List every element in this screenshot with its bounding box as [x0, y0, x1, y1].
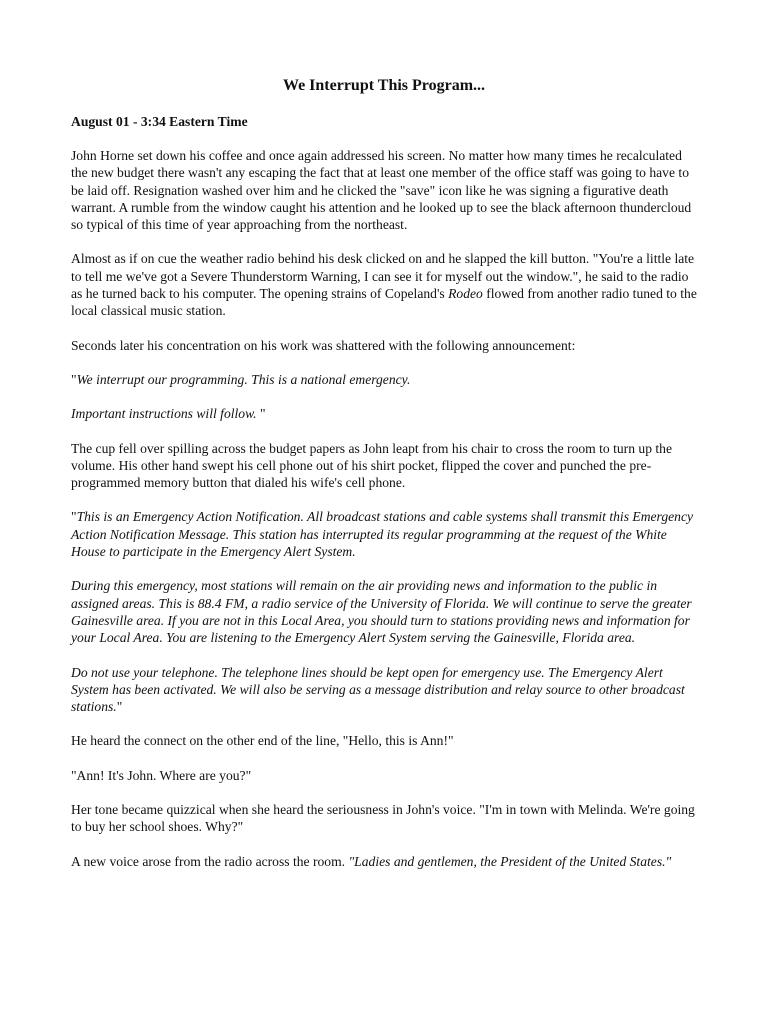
ean-paragraph-3-text: Do not use your telephone. The telephone lines should be kept open for emergency use. The Emergency Alert System has been activated. We will also be serving as a message distribution and relay source to other broadcast stations.	[71, 664, 685, 715]
ean-close-quote: "	[116, 699, 123, 715]
president-announcement: "Ladies and gentlemen, the President of the United States."	[348, 853, 672, 869]
ean-paragraph-1	[71, 508, 697, 560]
announcement-line-1-text: We interrupt our programming. This is a national emergency.	[76, 371, 411, 387]
announcement-line-2-text: Important instructions will follow.	[71, 406, 257, 422]
paragraph-6: The cup fell over spilling across the budget papers as John leapt from his chair to cross the room to turn up the volume. His other hand swept his cell phone out of his shirt pocket, flipped the cover and punched the pre-programmed memory button that dialed his wife's cell phone.	[71, 440, 672, 491]
document-title: We Interrupt This Program...	[282, 77, 486, 94]
ean-paragraph-2-text: During this emergency, most stations will remain on the air providing news and information to the public in assigned areas. This is 88.4 FM, a radio service of the University of Florida. We will continue to serve the greater Gainesville area. If you are not in this Local Area, you should turn to stations providing news and information for your Local Area. You are listening to the Emergency Alert System serving the Gainesville, Florida area.	[71, 578, 692, 646]
paragraph-13-text: A new voice arose from the radio across the room.	[71, 853, 349, 869]
paragraph-11: "Ann! It's John. Where are you?"	[71, 767, 252, 783]
paragraph-1: John Horne set down his coffee and once again addressed his screen. No matter how many times he recalculated the new budget there wasn't any escaping the fact that at least one member of the office staff was going to have to be laid off. Resignation washed over him and he clicked the "save" icon like he was signing a figurative death warrant. A rumble from the window caught his attention and he looked up to see the black afternoon thundercloud so typical of this time of year approaching from the northeast.	[71, 148, 692, 233]
announcement-line-1	[71, 371, 697, 388]
ean-paragraph-1-text: This is an Emergency Action Notification. All broadcast stations and cable systems shall transmit this Emergency Action Notification Message. This station has interrupted its regular programming at the request of the White House to participate in the Emergency Alert System.	[71, 509, 694, 560]
close-quote: "	[256, 406, 266, 422]
open-quote: "	[71, 371, 77, 387]
paragraph-2-text-b: flowed from another radio tuned to the local classical music station.	[71, 286, 697, 319]
dateline: August 01 - 3:34 Eastern Time	[71, 114, 248, 129]
ean-paragraph-3	[71, 664, 697, 716]
rodeo-title: Rodeo	[448, 286, 483, 302]
paragraph-2-text-a: Almost as if on cue the weather radio behind his desk clicked on and he slapped the kill button. "You're a little late to tell me we've got a Severe Thunderstorm Warning, I can see it for myself out the window.", he said to the radio as he turned back to his computer. The opening strains of Copeland's	[71, 251, 695, 302]
paragraph-2	[71, 250, 697, 319]
ean-open-quote: "	[71, 509, 77, 525]
paragraph-13	[71, 853, 697, 870]
paragraph-12: Her tone became quizzical when she heard the seriousness in John's voice. "I'm in town with Melinda. We're going to buy her school shoes. Why?"	[71, 802, 695, 835]
paragraph-10: He heard the connect on the other end of the line, "Hello, this is Ann!"	[71, 733, 454, 749]
paragraph-3: Seconds later his concentration on his work was shattered with the following announcement:	[71, 337, 576, 353]
document-page	[71, 76, 697, 887]
announcement-line-2	[71, 405, 697, 422]
ean-paragraph-2	[71, 577, 697, 646]
